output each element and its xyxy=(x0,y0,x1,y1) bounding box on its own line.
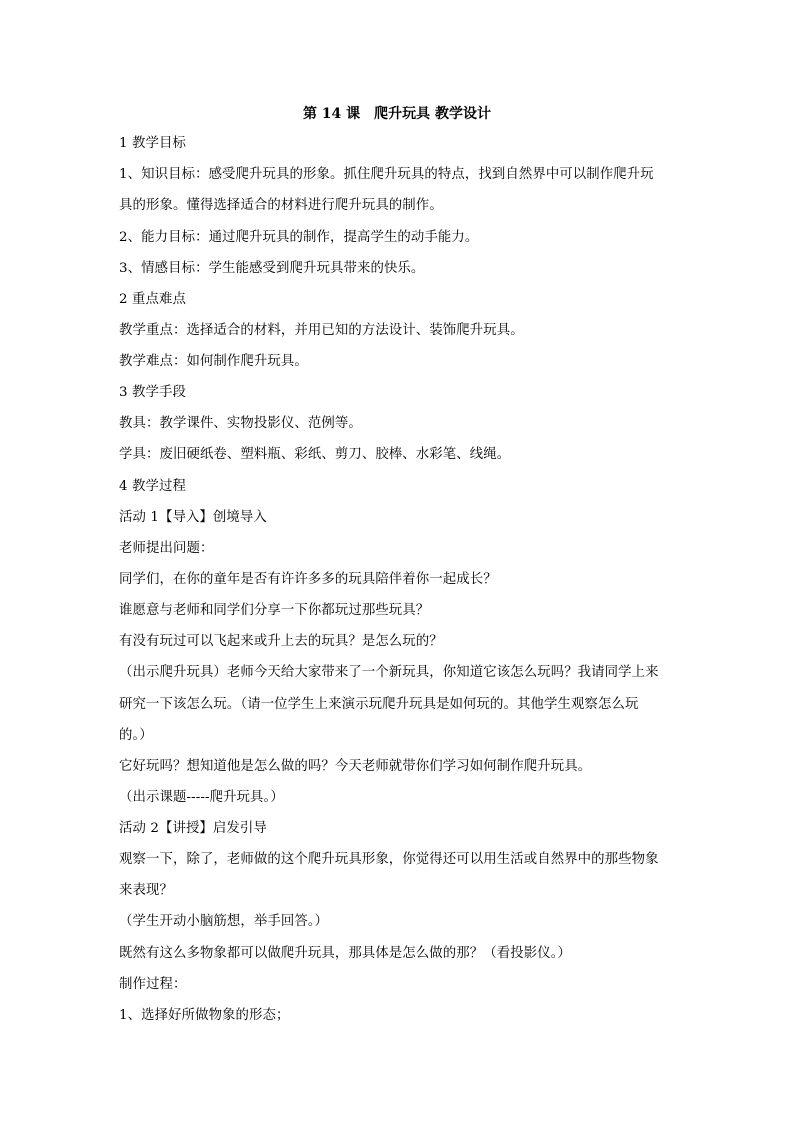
paragraph-line: 教具：教学课件、实物投影仪、范例等。 xyxy=(119,416,362,431)
paragraph-line: 研究一下该怎么玩。（请一位学生上来演示玩爬升玩具是如何玩的。其他学生观察怎么玩 xyxy=(119,697,639,712)
document-title: 第 14 课 爬升玩具 教学设计 xyxy=(302,106,492,122)
paragraph-line: 的。） xyxy=(119,728,153,743)
paragraph-line: 它好玩吗？想知道他是怎么做的吗？今天老师就带你们学习如何制作爬升玩具。 xyxy=(119,759,592,774)
paragraph-line: 老师提出问题： xyxy=(119,541,214,556)
paragraph-line: 观察一下，除了，老师做的这个爬升玩具形象，你觉得还可以用生活或自然界中的那些物象 xyxy=(119,852,659,867)
paragraph-line: 同学们，在你的童年是否有许许多多的玩具陪伴着你一起成长？ xyxy=(119,572,497,587)
paragraph-line: 教学难点：如何制作爬升玩具。 xyxy=(119,354,308,369)
paragraph-line: 来表现？ xyxy=(119,883,173,898)
paragraph-line: 教学重点：选择适合的材料，并用已知的方法设计、装饰爬升玩具。 xyxy=(119,323,524,338)
section-heading-teaching-aids: 3 教学手段 xyxy=(119,385,186,400)
section-heading-objectives: 1 教学目标 xyxy=(119,136,186,151)
paragraph-line: 1、知识目标：感受爬升玩具的形象。抓住爬升玩具的特点，找到自然界中可以制作爬升玩 xyxy=(119,167,654,182)
paragraph-line: （出示课题-----爬升玩具。） xyxy=(119,790,284,805)
paragraph-line: 2、能力目标：通过爬升玩具的制作，提高学生的动手能力。 xyxy=(119,230,479,245)
paragraph-line: 制作过程： xyxy=(119,977,187,992)
activity-heading: 活动 2【讲授】启发引导 xyxy=(119,821,267,836)
paragraph-line: （学生开动小脑筋想，举手回答。） xyxy=(119,914,329,929)
section-heading-key-points: 2 重点难点 xyxy=(119,292,186,307)
paragraph-line: （出示爬升玩具）老师今天给大家带来了一个新玩具，你知道它该怎么玩吗？我请同学上来 xyxy=(119,665,659,680)
paragraph-line: 有没有玩过可以飞起来或升上去的玩具？是怎么玩的？ xyxy=(119,634,443,649)
section-heading-process: 4 教学过程 xyxy=(119,479,186,494)
paragraph-line: 谁愿意与老师和同学们分享一下你都玩过那些玩具？ xyxy=(119,603,430,618)
paragraph-line: 学具：废旧硬纸卷、塑料瓶、彩纸、剪刀、胶棒、水彩笔、线绳。 xyxy=(119,447,511,462)
activity-heading: 活动 1【导入】创境导入 xyxy=(119,510,267,525)
paragraph-line: 1、选择好所做物象的形态； xyxy=(119,1008,290,1023)
paragraph-line: 3、情感目标：学生能感受到爬升玩具带来的快乐。 xyxy=(119,261,425,276)
paragraph-line: 既然有这么多物象都可以做爬升玩具，那具体是怎么做的那？（看投影仪。） xyxy=(119,946,571,961)
paragraph-line: 具的形象。懂得选择适合的材料进行爬升玩具的制作。 xyxy=(119,198,443,213)
